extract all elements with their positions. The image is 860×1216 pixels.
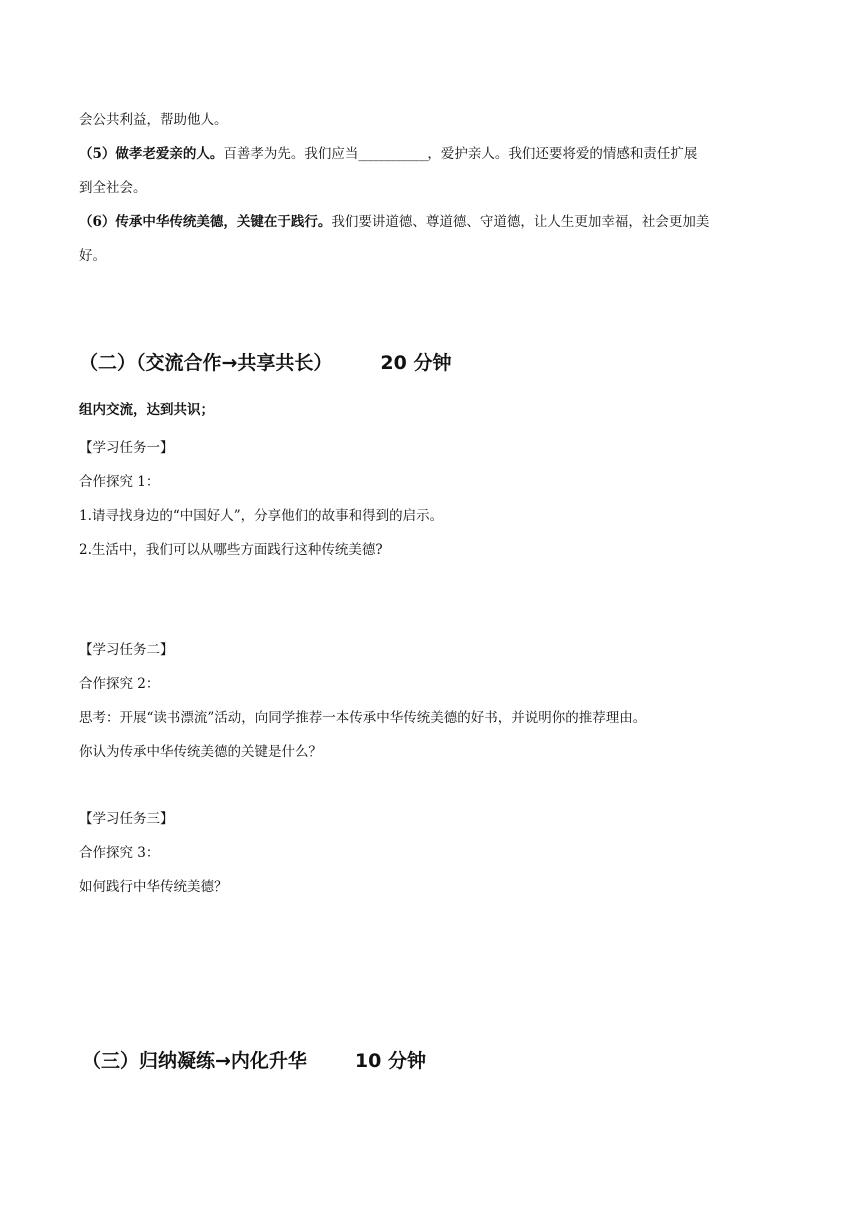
task-1-title bbox=[79, 438, 174, 458]
item-6-text: 我们要讲道德、尊道德、守道德，让人生更加幸福，社会更加美 bbox=[331, 214, 710, 230]
item-5-text: 百善孝为先。我们应当 bbox=[223, 146, 359, 162]
task-2-q2-text: 你认为传承中华传统美德的关键是什么？ bbox=[79, 744, 322, 760]
text-line bbox=[79, 110, 228, 130]
section-2-intro bbox=[79, 400, 214, 420]
task-2-title bbox=[79, 640, 174, 660]
task-3-title bbox=[79, 809, 174, 829]
section-2-title: （二）（交流合作→共享共长） bbox=[79, 352, 333, 374]
task-2-title-text: 【学习任务二】 bbox=[79, 642, 174, 658]
task-1-question-1 bbox=[79, 506, 443, 526]
section-3-heading bbox=[82, 1048, 426, 1074]
task-2-label-text: 合作探究 2： bbox=[79, 676, 160, 692]
task-3-label-text: 合作探究 3： bbox=[79, 845, 160, 861]
paragraph-text: 会公共利益，帮助他人。 bbox=[79, 112, 228, 128]
item-5-line-2 bbox=[79, 178, 147, 198]
item-6 bbox=[79, 212, 709, 232]
task-1-label bbox=[79, 472, 159, 492]
task-2-question-2 bbox=[79, 742, 322, 762]
task-1-q1-text: 1.请寻找身边的“中国好人”，分享他们的故事和得到的启示。 bbox=[79, 508, 444, 524]
section-2-heading bbox=[79, 350, 451, 376]
fill-blank: ____________ bbox=[358, 146, 428, 162]
task-1-q2-text: 2.生活中，我们可以从哪些方面践行这种传统美德? bbox=[79, 542, 383, 558]
task-2-q1-text: 思考：开展“读书漂流”活动，向同学推荐一本传承中华传统美德的好书，并说明你的推荐理由。 bbox=[79, 710, 647, 726]
task-2-question-1 bbox=[79, 708, 646, 728]
item-5-text-line2: 到全社会。 bbox=[79, 180, 147, 196]
task-1-label-text: 合作探究 1： bbox=[79, 474, 160, 490]
section-2-time: 20 分钟 bbox=[380, 352, 452, 374]
intro-text: 组内交流，达到共识； bbox=[79, 402, 214, 418]
section-3-title: （三）归纳凝练→内化升华 bbox=[82, 1050, 307, 1072]
section-3-time: 10 分钟 bbox=[354, 1050, 426, 1072]
item-6-line-2 bbox=[79, 246, 106, 266]
task-1-question-2 bbox=[79, 540, 383, 560]
task-1-title-text: 【学习任务一】 bbox=[79, 440, 174, 456]
task-2-label bbox=[79, 674, 159, 694]
task-3-question-1 bbox=[79, 877, 228, 897]
task-3-title-text: 【学习任务三】 bbox=[79, 811, 174, 827]
item-5-text-cont: ，爱护亲人。我们还要将爱的情感和责任扩展 bbox=[427, 146, 698, 162]
task-3-label bbox=[79, 843, 159, 863]
item-6-title: （6）传承中华传统美德，关键在于践行。 bbox=[79, 214, 332, 230]
item-6-text-line2: 好。 bbox=[79, 248, 106, 264]
item-5-title: （5）做孝老爱亲的人。 bbox=[79, 146, 224, 162]
task-3-q1-text: 如何践行中华传统美德？ bbox=[79, 879, 228, 895]
item-5 bbox=[79, 144, 697, 164]
